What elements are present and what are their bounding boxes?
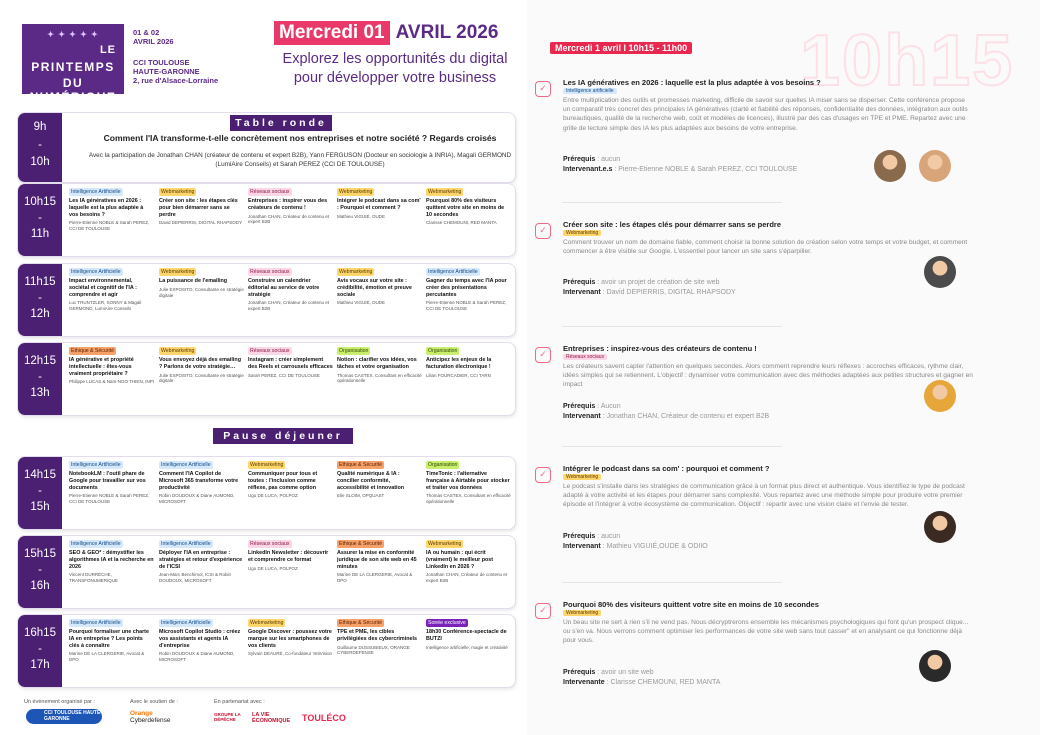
detail-category: Webmarketing xyxy=(563,610,601,616)
session-speaker: Intelligence artificielle, magie et créativité xyxy=(426,644,508,650)
session-speaker: David DEPIERRIS, DIGITAL RHAPSODY xyxy=(159,220,243,226)
checkbox-icon: ✓ xyxy=(535,223,551,239)
category-badge: Organisation xyxy=(339,348,369,354)
session-title: Gagner du temps avec l'IA pour créer des présentations percutantes xyxy=(426,278,507,298)
session-title: La puissance de l'emailing xyxy=(159,278,228,285)
session-card[interactable] xyxy=(69,268,154,311)
category-badge: Ethique & Sécurité xyxy=(339,462,382,468)
category-badge: Soirée exclusive xyxy=(428,620,466,626)
time-column: 16h15 - 17h xyxy=(18,615,62,687)
detail-title: Entreprises : inspirez-vous des créateurs de contenu ! xyxy=(563,344,757,353)
detail-prereq: Prérequis : avoir un projet de création de site web Intervenant : David DEPIERRIS, DIGITAL RHAPSODY xyxy=(563,279,736,297)
session-speaker: Clarisse CHEMOUNI, RED MANTA xyxy=(426,220,497,226)
category-badge: Intelligence Artificielle xyxy=(428,269,478,275)
session-speaker: Vincent DURRÈCHE, TRANSFONUMERIQUE xyxy=(69,572,119,583)
session-title: Construire un calendrier éditorial au service de votre stratégie xyxy=(248,278,320,298)
detail-prereq: Prérequis : avoir un site web Intervenante : Clarisse CHEMOUNI, RED MANTA xyxy=(563,668,721,686)
session-speaker: Luc TRUNTZLER, SONNY & Magali GERMOND, LumiAire Conseils xyxy=(69,300,142,311)
category-badge: Webmarketing xyxy=(339,189,373,195)
time-slot-row xyxy=(18,536,515,608)
day-title: Mercredi 01 AVRIL 2026 xyxy=(274,22,498,46)
checkbox-icon: ✓ xyxy=(535,467,551,483)
session-card[interactable] xyxy=(159,540,244,583)
session-detail[interactable] xyxy=(535,220,975,340)
lunch-label: Pause déjeuner xyxy=(213,428,353,444)
time-slot-row xyxy=(18,264,515,336)
divider xyxy=(562,202,782,203)
session-card[interactable] xyxy=(248,461,333,499)
category-badge: Réseaux sociaux xyxy=(250,269,290,275)
logo-line1: LE xyxy=(99,44,116,56)
session-card[interactable] xyxy=(337,461,422,499)
session-speaker: Sarah PEREZ, CCI DE TOULOUSE xyxy=(248,372,320,378)
session-speaker: Robin DOUDOUX & Diane AUMOND, MICROSOFT xyxy=(159,493,235,504)
session-card[interactable] xyxy=(69,619,154,662)
category-badge: Réseaux sociaux xyxy=(250,348,290,354)
logo-line3: DU NUMÉRIQUE xyxy=(29,76,117,104)
session-card[interactable] xyxy=(159,268,244,298)
category-badge: Webmarketing xyxy=(339,269,373,275)
session-card[interactable] xyxy=(159,347,244,384)
session-title: NotebookLM : l'outil phare de Google pour travailler sur vos documents xyxy=(69,471,146,491)
session-title: Déployer l'IA en entreprise : stratégies et retour d'expérience de l'ICSI xyxy=(159,550,243,570)
logo-dots-icon: ✦ ✦ ✦ ✦ ✦ xyxy=(47,30,99,39)
category-badge: Intelligence Artificielle xyxy=(161,462,211,468)
detail-header: Mercredi 1 avril l 10h15 - 11h00 xyxy=(550,42,692,54)
session-speaker: Thomas CASTEX, Consultant en efficacité opérationnelle xyxy=(426,493,511,504)
detail-title: Pourquoi 80% des visiteurs quittent votre site en moins de 10 secondes xyxy=(563,600,819,609)
session-title: 18h30 Conférence-spectacle de BUTZI xyxy=(426,629,507,642)
session-card[interactable] xyxy=(426,461,511,504)
session-card[interactable] xyxy=(159,188,244,226)
category-badge: Réseaux sociaux xyxy=(250,189,290,195)
session-title: Avis vocaux sur votre site : crédibilité, émotion et preuve sociale xyxy=(337,278,412,298)
detail-category: Webmarketing xyxy=(563,230,601,236)
session-speaker: Philippe LUCAS & Nam-NGO THIEN, INPI xyxy=(69,379,154,385)
session-title: Instagram : créer simplement des Reels et carrousels efficaces xyxy=(248,357,333,370)
category-badge: Intelligence Artificielle xyxy=(71,462,121,468)
time-slot-row xyxy=(18,184,515,256)
session-card[interactable] xyxy=(69,461,154,504)
session-card[interactable] xyxy=(248,347,333,378)
vie-eco-logo: LA VIE ÉCONOMIQUE xyxy=(252,712,291,724)
session-speaker: Jonathan CHAN, Créateur de contenu et expert B2B xyxy=(426,572,508,583)
session-card[interactable] xyxy=(248,619,333,657)
session-speaker: Elie SLOIM, OPQUAST xyxy=(337,493,385,499)
time-column: 10h15 - 11h xyxy=(18,184,62,256)
session-card[interactable] xyxy=(248,268,333,311)
support-label: Avec le soutien de : xyxy=(130,699,178,705)
session-card[interactable] xyxy=(426,540,511,583)
category-badge: Intelligence Artificielle xyxy=(161,620,211,626)
touleco-logo: TOULÉCO xyxy=(302,713,346,723)
detail-description: Entre multiplication des outils et promesses marketing, difficile de savoir sur quelles IA miser sans se disperser. Cette conférence propose un comparatif très concret des principales IA génératives (clarté et fiabilité des réponses, confidentialité des données, intégration aux outils bureautiques, qualité de la recherche web, coût et modèles de licences), illustré par des cas d'usages en TPE et PME. Repartez avec une grille de lecture simple des IA les plus adaptées aux besoins de votre entreprise. xyxy=(563,97,968,132)
detail-prereq: Prérequis : aucun Intervenant.e.s : Pierre-Etienne NOBLE & Sarah PEREZ, CCI TOULOUSE xyxy=(563,155,798,173)
session-speaker: Marine DE LA CLERGERIE, Avocat & DPO xyxy=(69,651,145,662)
session-card[interactable] xyxy=(337,188,422,219)
logo-line2: PRINTEMPS xyxy=(31,60,115,74)
big-time-watermark: 10h15 xyxy=(800,21,1015,101)
session-speaker: Robin DOUDOUX & Diane AUMOND, MICROSOFT xyxy=(159,651,235,662)
event-dates: 01 & 02 AVRIL 2026 xyxy=(133,28,174,46)
category-badge: Intelligence Artificielle xyxy=(161,541,211,547)
category-badge: Webmarketing xyxy=(428,541,462,547)
session-card[interactable] xyxy=(426,188,511,226)
checkbox-icon: ✓ xyxy=(535,81,551,97)
detail-category: Webmarketing xyxy=(563,474,601,480)
speaker-avatar xyxy=(919,150,951,182)
session-card[interactable] xyxy=(426,619,511,650)
session-speaker: Sylvain DEAURÉ, Co-fondateur YetiVision xyxy=(248,651,332,657)
session-detail[interactable] xyxy=(535,600,975,720)
divider xyxy=(562,446,782,447)
session-title: Créer son site : les étapes clés pour bien démarrer sans se perdre xyxy=(159,198,238,218)
time-slot-row xyxy=(18,457,515,529)
session-card[interactable] xyxy=(159,619,244,662)
table-ronde-label: Table ronde xyxy=(230,115,332,131)
session-card[interactable] xyxy=(337,619,422,656)
category-badge: Organisation xyxy=(428,462,458,468)
checkbox-icon: ✓ xyxy=(535,347,551,363)
session-speaker: Pierre-Etienne NOBLE & Sarah PEREZ, CCI DE TOULOUSE xyxy=(426,300,507,311)
detail-description: Un beau site ne sert à rien s'il ne vend pas. Nous décryptrerons ensemble les mécanismes psychologiques qui font qu'un prospect clique... ou s'en va. Nous verrons comment optimiser les performances de votre site web sans tout casser" et en analysant ce qui fonctionne déjà pour vous. xyxy=(563,619,969,645)
speaker-avatar xyxy=(924,511,956,543)
partner-label: En partenariat avec : xyxy=(214,699,265,705)
session-speaker: Jonathan CHAN, Créateur de contenu et expert B2B xyxy=(248,300,330,311)
speaker-avatar xyxy=(874,150,906,182)
category-badge: Webmarketing xyxy=(250,462,284,468)
table-ronde-title: Comment l'IA transforme-t-elle concrètement nos entreprises et notre société ? Regards croisés xyxy=(103,133,497,143)
session-card[interactable] xyxy=(69,540,154,583)
session-title: TimeTonic : l'alternative française à Airtable pour stocker et traiter vos données xyxy=(426,471,510,491)
session-title: Assurer la mise en conformité juridique de son site web en 45 minutes xyxy=(337,550,417,570)
session-speaker: Pierre-Etienne NOBLE & Sarah PEREZ, CCI DE TOULOUSE xyxy=(69,220,150,231)
detail-title: Créer son site : les étapes clés pour démarrer sans se perdre xyxy=(563,220,782,229)
session-speaker: Julie EXPOSITO, Consultante en stratégie digitale xyxy=(159,287,244,298)
session-title: Entreprises : inspirer vous des créateurs de contenu ! xyxy=(248,198,328,211)
category-badge: Webmarketing xyxy=(161,189,195,195)
cci-logo: CCI TOULOUSE HAUTE-GARONNE xyxy=(26,709,102,724)
session-card[interactable] xyxy=(159,461,244,504)
session-card[interactable] xyxy=(337,540,422,583)
detail-prereq: Prérequis : Aucun Intervenant : Jonathan CHAN, Créateur de contenu et expert B2B xyxy=(563,403,770,421)
session-card[interactable] xyxy=(248,188,333,225)
session-speaker: Ugo DE LUCA, POLPOZ xyxy=(248,493,298,499)
session-title: IA générative et propriété intellectuelle : êtes-vous vraiment propriétaire ? xyxy=(69,357,134,377)
category-badge: Réseaux sociaux xyxy=(250,541,290,547)
time-column: 9h - 10h xyxy=(18,113,62,182)
divider xyxy=(562,582,782,583)
time-column: 11h15 - 12h xyxy=(18,264,62,336)
session-title: Notion : clarifier vos idées, vos tâches et votre organisation xyxy=(337,357,417,370)
time-slot-row xyxy=(18,615,515,687)
session-speaker: Thomas CASTEX, Consultant en efficacité opérationnelle xyxy=(337,372,422,384)
session-title: Vous envoyez déjà des emailing ? Parlons de votre stratégie… xyxy=(159,357,241,370)
session-title: Anticipez les enjeux de la facturation électronique ! xyxy=(426,357,492,370)
time-slot-row xyxy=(18,343,515,415)
category-badge: Organisation xyxy=(428,348,458,354)
detail-title: Les IA génératives en 2026 : laquelle est la plus adaptée à vos besoins ? xyxy=(563,78,821,87)
orange-cyberdefense-logo: Orange Cyberdefense xyxy=(130,710,171,724)
speaker-avatar xyxy=(919,650,951,682)
tagline: Explorez les opportunités du digital pour développer votre business xyxy=(282,51,508,86)
session-card[interactable] xyxy=(426,347,511,378)
depeche-logo: GROUPE LA DÉPÊCHE xyxy=(214,712,241,722)
session-title: Microsoft Copilot Studio : créez vos assistants et agents IA d'entreprise xyxy=(159,629,241,649)
session-title: IA ou humain : qui écrit (vraiment) le meilleur post LinkedIn en 2026 ? xyxy=(426,550,494,570)
category-badge: Webmarketing xyxy=(161,269,195,275)
session-title: Communiquer pour tous et toutes : l'inclusion comme réflexe, pas comme option xyxy=(248,471,318,491)
session-title: Pourquoi 80% des visiteurs quittent votre site en moins de 10 secondes xyxy=(426,198,505,218)
session-title: LinkedIn Newsletter : découvrir et comprendre ce format xyxy=(248,550,329,563)
category-badge: Ethique & Sécurité xyxy=(71,348,114,354)
session-title: Les IA génératives en 2026 : laquelle est la plus adaptée à vos besoins ? xyxy=(69,198,144,218)
session-title: Impact environnemental, sociétal et cognitif de l'IA : comprendre et agir xyxy=(69,278,137,298)
session-speaker: Mathieu VIGUIÉ, OUDE xyxy=(337,300,386,306)
session-speaker: Lilian FOURCADIER, CCI TARN xyxy=(426,372,491,378)
session-detail[interactable] xyxy=(535,464,975,584)
org-label: Un évènement organisé par : xyxy=(24,699,95,705)
detail-category: Réseaux sociaux xyxy=(563,354,607,360)
session-card[interactable] xyxy=(337,347,422,384)
session-card[interactable] xyxy=(426,268,511,311)
session-card[interactable] xyxy=(248,540,333,571)
category-badge: Webmarketing xyxy=(161,348,195,354)
session-card[interactable] xyxy=(69,188,154,231)
category-badge: Ethique & Sécurité xyxy=(339,620,382,626)
session-title: SEO & GEO* : démystifier les algorithmes IA et la recherche en 2026 xyxy=(69,550,154,570)
category-badge: Intelligence Artificielle xyxy=(71,189,121,195)
category-badge: Webmarketing xyxy=(250,620,284,626)
session-speaker: Julie EXPOSITO, Consultante en stratégie digitale xyxy=(159,372,244,384)
detail-title: Intégrer le podcast dans sa com' : pourquoi et comment ? xyxy=(563,464,770,473)
session-speaker: Pierre-Etienne NOBLE & Sarah PEREZ, CCI DE TOULOUSE xyxy=(69,493,150,504)
category-badge: Ethique & Sécurité xyxy=(339,541,382,547)
session-title: Pourquoi formaliser une charte IA en entreprise ? Les points clés à connaître xyxy=(69,629,149,649)
table-ronde-desc: Avec la participation de Jonathan CHAN (créateur de contenu et expert B2B), Yann FERGUSON (Docteur en sociologie à INRIA), Magali GERMOND (LumiAire Conseils) et Sarah PEREZ (CCI DE TOULOUSE) xyxy=(88,152,512,168)
detail-description: Comment trouver un nom de domaine fiable, comment choisir la bonne solution de création selon votre temps et votre budget, et comment commencer à être visible sur Google. L'essentiel pour lancer un site sans s'éparpiller. xyxy=(563,239,968,256)
session-title: Comment l'IA Copilot de Microsoft 365 transforme votre productivité xyxy=(159,471,239,491)
session-speaker: Marine DE LA CLERGERIE, Avocat & DPO xyxy=(337,572,413,583)
session-speaker: Ugo DE LUCA, POLPOZ xyxy=(248,565,298,571)
session-title: TPE et PME, les cibles privilégiées des cybercriminels xyxy=(337,629,418,642)
session-speaker: Jean-Marc Benchimol, ICSI & Robin DOUDOUX, MICROSOFT xyxy=(159,572,232,583)
speaker-avatar xyxy=(924,256,956,288)
time-column: 15h15 - 16h xyxy=(18,536,62,608)
detail-description: Le podcast s'installe dans les stratégies de communication grâce à un format plus direct et authentique. Vous identifiez le type de podcast adapté à votre activité et les étapes pour démarrer sans complexité. Vous repartez avec une méthode simple pour produire votre premier épisode et l'intégrer à votre écosystème de communication. Objectif : repartir avec une vision claire et l'envie de tester. xyxy=(563,483,965,509)
category-badge: Intelligence Artificielle xyxy=(71,620,121,626)
time-column: 14h15 - 15h xyxy=(18,457,62,529)
session-speaker: Jonathan CHAN, Créateur de contenu et expert B2B xyxy=(248,213,330,225)
session-speaker: Guillaume DUSSUBIEUX, ORANGE CYBERDEFENSE xyxy=(337,644,410,656)
session-title: Google Discover : poussez votre marque sur les smartphones de vos clients xyxy=(248,629,332,649)
speaker-avatar xyxy=(924,380,956,412)
detail-description: Les créateurs savent capter l'attention en quelques secondes. Alors comment reprendre leurs réflexes : accroches efficaces, rythme clair, idées simples qui se retiennent. L'objectif : dynamiser votre communication avec des méthodes adaptées aux petites structures et gagner en impact xyxy=(563,363,973,389)
session-title: Intégrer le podcast dans sa com' : Pourquoi et comment ? xyxy=(337,198,421,211)
checkbox-icon: ✓ xyxy=(535,603,551,619)
event-venue: CCI TOULOUSE HAUTE-GARONNE 2, rue d'Alsace-Lorraine xyxy=(133,58,219,85)
printemps-logo xyxy=(22,24,124,104)
session-speaker: Mathieu VIGUIÉ, OUDE xyxy=(337,213,386,219)
session-card[interactable] xyxy=(337,268,422,306)
session-title: Qualité numérique & IA : concilier conformité, accessibilité et innovation xyxy=(337,471,405,491)
time-column: 12h15 - 13h xyxy=(18,343,62,415)
detail-prereq: Prérequis : aucun Intervenant : Mathieu VIGUIÉ,OUDE & ODIIO xyxy=(563,532,708,550)
category-badge: Intelligence Artificielle xyxy=(71,269,121,275)
divider xyxy=(562,326,782,327)
session-detail[interactable] xyxy=(535,78,975,198)
category-badge: Intelligence Artificielle xyxy=(71,541,121,547)
category-badge: Webmarketing xyxy=(428,189,462,195)
detail-category: Intelligence artificielle xyxy=(563,88,617,94)
session-card[interactable] xyxy=(69,347,154,385)
